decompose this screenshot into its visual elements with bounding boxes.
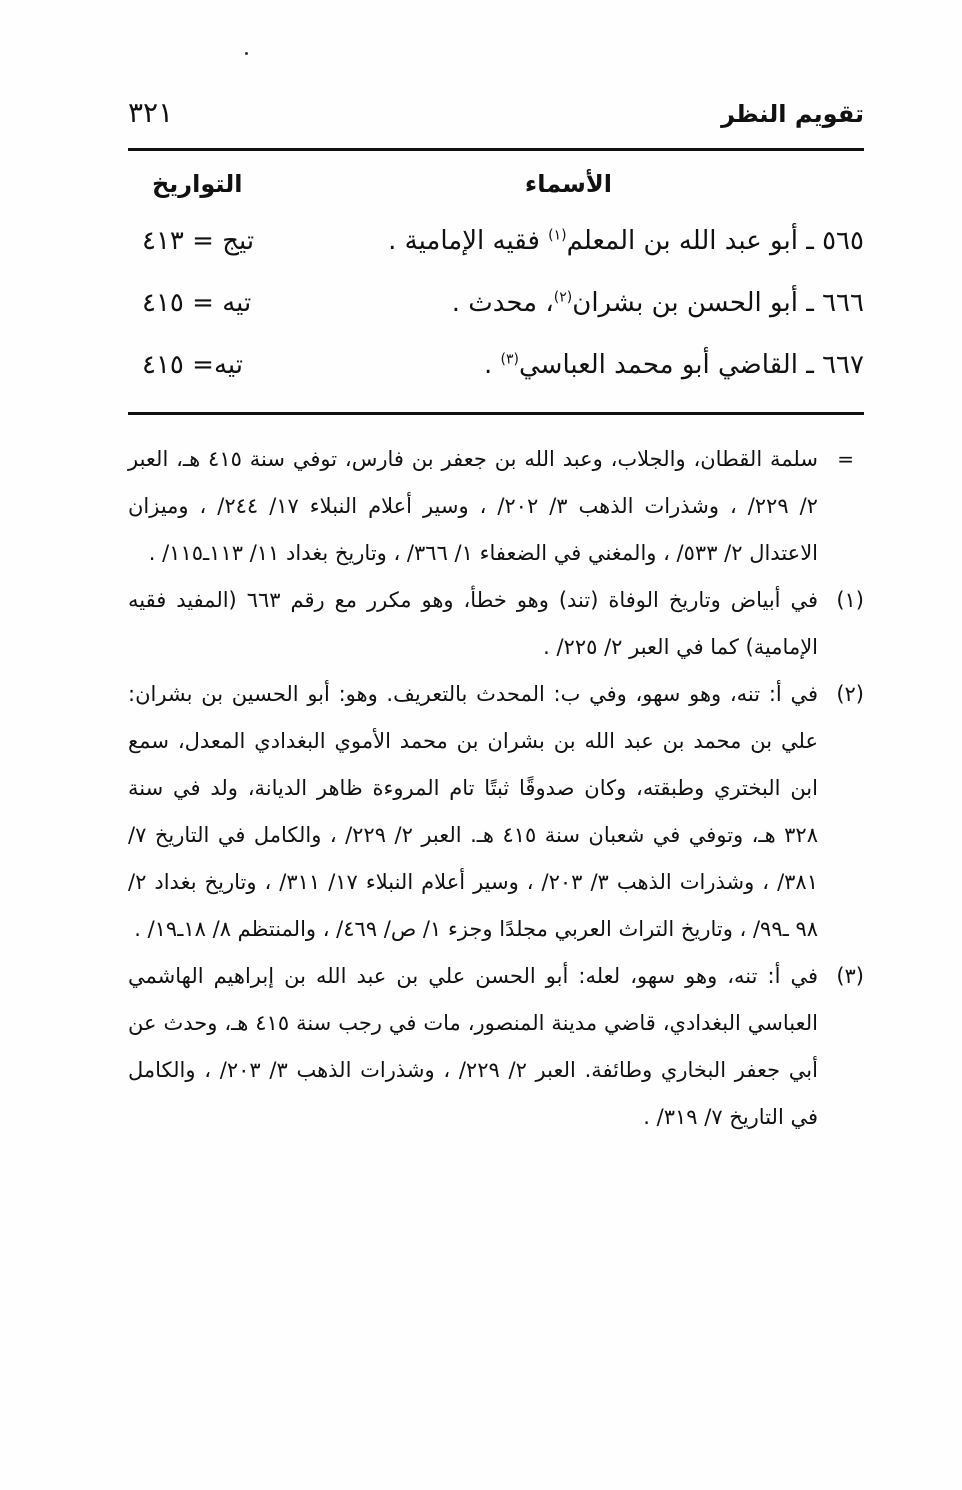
page-header bbox=[128, 96, 864, 136]
continuation-marker: = bbox=[837, 447, 854, 471]
running-title: تقويم النظر bbox=[721, 100, 864, 128]
footnote-ref: (٢) bbox=[553, 289, 573, 306]
footnote-separator bbox=[128, 412, 864, 415]
entry-name: ٦٦٧ ـ القاضي أبو محمد العباسي$^{(٣)}$ . bbox=[483, 350, 864, 380]
footnote-continuation bbox=[128, 436, 864, 577]
footnote bbox=[128, 577, 864, 671]
table-row bbox=[128, 226, 864, 288]
page-number: ٣٢١ bbox=[128, 96, 174, 129]
entries-table bbox=[128, 226, 864, 412]
footnote-ref: (١) bbox=[548, 227, 567, 244]
footnote-text: في أ: تنه، وهو سهو، وفي ب: المحدث بالتعريف. وهو: أبو الحسين بن بشران: علي بن محمد بن عبد الله بن بشران بن محمد الأموي البغدادي المعدل، سمع ابن البختري وطبقته، وكان صدوقًا ثبتًا تام المروءة ظاهر الديانة، ولد في سنة ٣٢٨ هـ، وتوفي في شعبان سنة ٤١٥ هـ. العبر ٢/ ٢٢٩/ ، والكامل في التاريخ ٧/ ٣٨١/ ، وشذرات الذهب ٣/ ٢٠٣/ ، وسير أعلام النبلاء ١٧/ ٣١١/ ، وتاريخ بغداد ٢/ ٩٨ ـ٩٩/ ، وتاريخ التراث العربي مجلدًا وجزء ١/ ص/ ٤٦٩/ ، والمنتظم ٨/ ١٨ـ١٩/ . bbox=[128, 682, 818, 941]
footnote-marker: (٢) bbox=[836, 682, 864, 706]
footnote bbox=[128, 671, 864, 953]
footnote-marker: (٣) bbox=[836, 964, 864, 988]
column-header-dates: التواريخ bbox=[152, 170, 243, 198]
footnote-marker: (١) bbox=[836, 588, 864, 612]
entry-name: ٥٦٥ ـ أبو عبد الله بن المعلم$^{(١)}$ فقيه الإمامية . bbox=[388, 226, 864, 256]
footnotes bbox=[128, 436, 864, 1141]
entry-date: تيه= ٤١٥ bbox=[142, 350, 243, 380]
footnote-text: في أ: تنه، وهو سهو، لعله: أبو الحسن علي بن عبد الله بن إبراهيم الهاشمي العباسي البغدادي، قاضي مدينة المنصور، مات في رجب سنة ٤١٥ هـ، وحدث عن أبي جعفر البخاري وطائفة. العبر ٢/ ٢٢٩/ ، وشذرات الذهب ٣/ ٢٠٣/ ، والكامل في التاريخ ٧/ ٣١٩/ . bbox=[128, 964, 819, 1129]
table-row bbox=[128, 288, 864, 350]
table-header bbox=[128, 170, 864, 210]
footnote-text: سلمة القطان، والجلاب، وعبد الله بن جعفر بن فارس، توفي سنة ٤١٥ هـ، العبر ٢/ ٢٢٩/ ، وشذرات الذهب ٣/ ٢٠٢/ ، وسير أعلام النبلاء ١٧/ ٢٤٤/ ، وميزان الاعتدال ٢/ ٥٣٣/ ، والمغني في الضعفاء ١/ ٣٦٦/ ، وتاريخ بغداد ١١/ ١١٣ـ١١٥/ . bbox=[128, 447, 818, 565]
print-speck bbox=[245, 52, 248, 55]
entry-date: تيه = ٤١٥ bbox=[142, 288, 252, 318]
header-rule bbox=[128, 148, 864, 151]
footnote bbox=[128, 953, 864, 1141]
footnote-ref: (٣) bbox=[500, 351, 519, 368]
table-row bbox=[128, 350, 864, 412]
footnote-text: في أبياض وتاريخ الوفاة (تند) وهو خطأ، وهو مكرر مع رقم ٦٦٣ (المفيد فقيه الإمامية) كما في العبر ٢/ ٢٢٥/ . bbox=[128, 588, 818, 659]
column-header-names: الأسماء bbox=[524, 170, 612, 198]
entry-name: ٦٦٦ ـ أبو الحسن بن بشران$^{(٢)}$، محدث . bbox=[451, 288, 864, 318]
entry-date: تيج = ٤١٣ bbox=[142, 226, 255, 256]
